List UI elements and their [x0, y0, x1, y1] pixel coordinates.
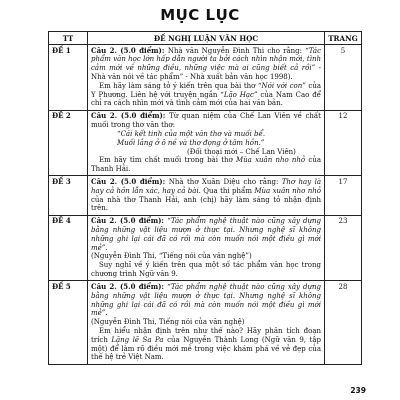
quote-text: “Tác phẩm văn học lớn hấp dẫn người ta bởi cách nhìn nhận mới, tình cảm mới về những điều, những việc mà ai cũng biết cả rồi”: [91, 46, 322, 73]
quote-text: Thơ hay là hay cả hồn lẫn xác, hay cả bài.: [91, 177, 321, 195]
question-text: Nhà thơ Xuân Diệu cho rằng:: [168, 177, 282, 186]
exam-id: ĐỀ 4: [49, 215, 88, 281]
exam-content: [88, 110, 325, 176]
page-ref: 23: [325, 215, 362, 281]
work-title: Mùa xuân nho nhỏ: [235, 156, 306, 165]
table-row: [49, 281, 362, 364]
exam-id: ĐỀ 3: [49, 176, 88, 215]
quote-text: “Tác phẩm nghệ thuật nào cũng xây dựng bằng những vật liệu mượn ở thực tại. Nhưng nghệ sĩ không những ghi lại cái đã có rồi mà còn muốn nói một điều gì mới mẻ”.: [91, 282, 321, 318]
question-text: của Y Phương. Liên hệ với truyện ngắn: [91, 81, 321, 99]
question-text: Qua thi phẩm: [200, 186, 255, 195]
question-text: Từ quan niệm của Chế Lan Viên về chất muối trong thơ văn thơ:: [91, 112, 321, 130]
exam-id: ĐỀ 5: [49, 281, 88, 364]
exam-content: [88, 176, 325, 215]
quote-attribution: (Nguyễn Đình Thi, Tiếng nói của văn nghệ): [91, 318, 245, 327]
header-topic: ĐỀ NGHỊ LUẬN VĂN HỌC: [88, 32, 325, 45]
question-text: Nhà văn Nguyễn Đình Thi cho rằng:: [167, 46, 306, 55]
question-text: Em hãy làm sáng tỏ ý kiến trên qua bài thơ: [99, 81, 258, 90]
contents-table: [48, 31, 362, 365]
table-row: [49, 215, 362, 281]
question-label: Câu 2. (5.0 điểm):: [91, 216, 168, 226]
exam-content: [88, 281, 325, 364]
page-number: 239: [350, 386, 366, 395]
question-label: Câu 2. (5.0 điểm):: [91, 111, 170, 121]
header-page: TRANG: [325, 32, 362, 45]
page-ref: 17: [325, 176, 362, 215]
quote-text: “Tác phẩm nghệ thuật nào cũng xây dựng bằng những vật liệu mượn ở thực tại. Nhưng nghệ sĩ không những ghi lại cái đã có rồi mà còn muốn nói một điều gì mới mẻ”.: [91, 217, 321, 252]
page-ref: 12: [325, 110, 362, 176]
table-header-row: [49, 32, 362, 45]
work-title: Mùa xuân nho nhỏ: [254, 186, 321, 195]
page-title: MỤC LỤC: [160, 6, 240, 24]
work-title: Lặng lẽ Sa Pa: [111, 335, 164, 344]
header-tt: TT: [49, 32, 88, 45]
question-label: Câu 2. (5.0 điểm):: [91, 45, 168, 55]
poem-line: Muối lắng ở ô nề và thơ đọng ở tâm hồn.”: [117, 138, 265, 147]
quote-attribution: (Nguyễn Đình Thi, “Tiếng nói của văn nghệ”): [91, 252, 252, 261]
exam-id: ĐỀ 2: [49, 110, 88, 176]
question-label: Câu 2. (5.0 điểm):: [91, 281, 168, 291]
page-ref: 28: [325, 281, 362, 364]
question-text: Em hãy tìm chất muối trong bài thơ: [99, 156, 236, 165]
question-label: Câu 2. (5.0 điểm):: [91, 176, 169, 186]
question-text: của Nam Cao để chỉ ra cách nhìn mới và tình cảm mới của hai văn bản.: [91, 90, 321, 108]
question-text: của Thanh Hải.: [91, 156, 321, 174]
page-ref: 5: [325, 45, 362, 111]
exam-content: [88, 45, 325, 111]
quote-attribution: (Đối thoại mới – Chế Lan Viên): [187, 147, 296, 156]
poem-line: “Cái kết tinh của một văn thơ và muối bể.: [117, 129, 266, 138]
question-text: của nhà thơ Thanh Hải, anh (chị) hãy làm sáng tỏ nhận định trên.: [91, 195, 321, 213]
question-text: Em hiểu nhận định trên như thế nào? Hãy phân tích đoạn trích: [91, 326, 321, 344]
work-title: “Nói với con”: [257, 81, 306, 90]
work-title: “Lão Hạc”: [220, 90, 258, 99]
question-text: Suy nghĩ về ý kiến trên qua một số tác phẩm văn học trong chương trình Ngữ văn 9.: [91, 261, 321, 279]
table-row: [49, 176, 362, 215]
exam-id: ĐỀ 1: [49, 45, 88, 111]
table-row: [49, 45, 362, 111]
table-row: [49, 110, 362, 176]
question-text: - Nhà văn nói về tác phẩm” - Nhà xuất bản văn học 1998).: [91, 64, 321, 81]
question-text: của Nguyễn Thành Long (Ngữ văn 9, tập một) để làm rõ điều mới mẻ trong việc khám phá về vẻ đẹp của thế hệ trẻ Việt Nam.: [91, 335, 322, 362]
exam-content: [88, 215, 325, 281]
